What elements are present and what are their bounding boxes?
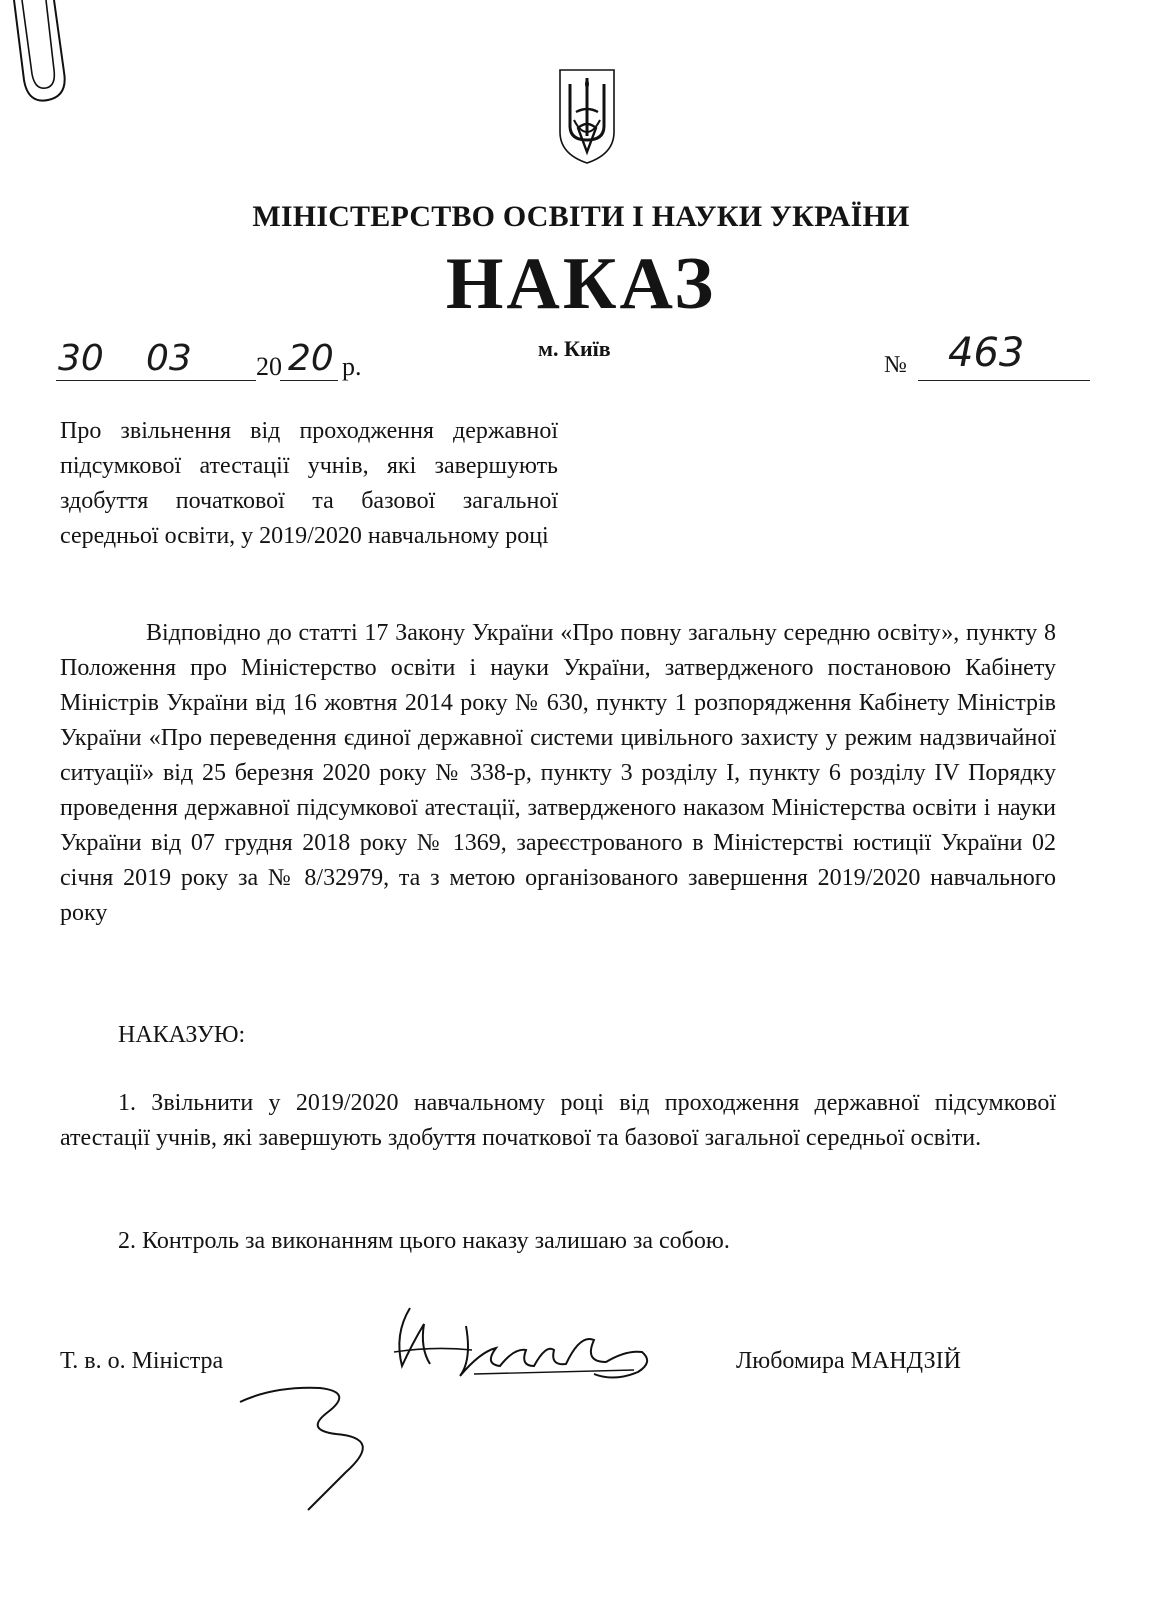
order-item-2: 2. Контроль за виконанням цього наказу залишаю за собою. — [118, 1228, 730, 1254]
number-label: № — [884, 352, 907, 378]
date-year-prefix: 20 — [256, 352, 282, 381]
legal-basis-paragraph: Відповідно до статті 17 Закону України «Про повну загальну середню освіту», пункту 8 Положення про Міністерство освіти і науки України, затвердженого постановою Кабінету Міністрів України від 16 жовтня 2014 року № 630, пункту 1 розпорядження Кабінету Міністрів України «Про переведення єдиної державної системи цивільного захисту у режим надзвичайної ситуації» від 25 березня 2020 року № 338-р, пункту 3 розділу І, пункту 6 розділу IV Порядку проведення державної підсумкової атестації, затвердженого наказом Міністерства освіти і науки України від 07 грудня 2018 року № 1369, зареєстрованого в Міністерстві юстиції України 02 січня 2019 року за № 8/32979, та з метою організованого завершення 2019/2020 навчального року — [60, 620, 1056, 926]
number-underline — [918, 380, 1090, 381]
order-number: 463 — [948, 330, 1025, 376]
order-subject: Про звільнення від проходження державної підсумкової атестації учнів, які завершують здобуття початкової та базової загальної середньої освіти, у 2019/2020 навчальному році — [60, 418, 558, 549]
signatory-name: Любомира МАНДЗІЙ — [736, 1348, 961, 1374]
date-year-handwritten: 20 — [288, 338, 334, 379]
document-type: НАКАЗ — [445, 243, 717, 325]
city: м. Київ — [538, 336, 611, 361]
paper-clip-icon — [0, 0, 90, 120]
date-day: 30 — [58, 338, 104, 379]
date-suffix: р. — [342, 352, 362, 381]
signatory-position: Т. в. о. Міністра — [60, 1348, 224, 1374]
date-underline — [56, 380, 256, 381]
year-underline — [280, 380, 338, 381]
order-word: НАКАЗУЮ: — [118, 1022, 246, 1048]
order-item-1: 1. Звільнити у 2019/2020 навчальному році від проходження державної підсумкової атестації учнів, які завершують здобуття початкової та базової загальної середньої освіти. — [60, 1090, 1056, 1151]
handwritten-signature — [234, 1304, 674, 1514]
signature-block — [0, 1344, 1162, 1544]
trident-icon — [556, 66, 618, 166]
ministry-name: МІНІСТЕРСТВО ОСВІТИ І НАУКИ УКРАЇНИ — [252, 200, 910, 233]
date-month: 03 — [146, 338, 192, 379]
date-number-row — [0, 330, 1162, 390]
